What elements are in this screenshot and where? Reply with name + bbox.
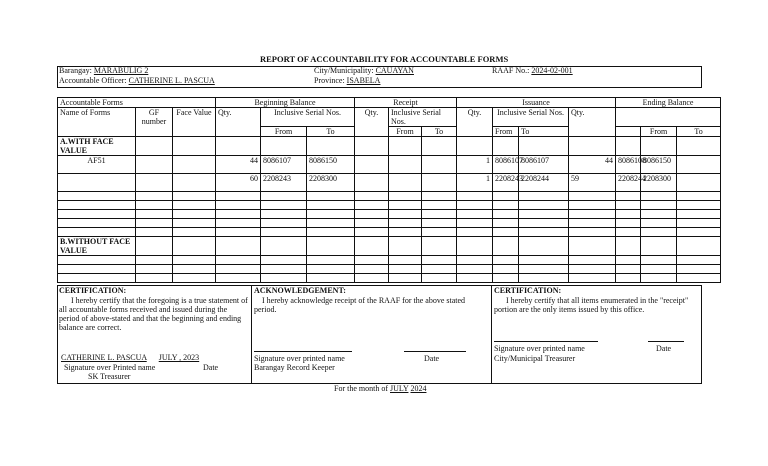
row-end-from: 2208244 (616, 174, 641, 192)
row-form-name (58, 174, 136, 192)
row-beg-to: 8086150 (307, 156, 355, 174)
col-iss-serial: Inclusive Serial Nos. (493, 108, 569, 127)
cert-right-heading: CERTIFICATION: (494, 286, 562, 295)
cert-left-date-label: Date (203, 363, 219, 372)
col-iss-qty2: Qty. (569, 108, 616, 137)
end-to-label: To (677, 127, 721, 137)
ack-date-line (404, 351, 466, 352)
table-row-empty (58, 219, 721, 228)
section-without-face-value: B.WITHOUT FACE VALUE (58, 237, 136, 256)
row-end-from: 8086108 (616, 156, 641, 174)
ack-position: Barangay Record Keeper (254, 363, 335, 372)
table-row-empty (58, 210, 721, 219)
col-beginning-balance: Beginning Balance (216, 98, 355, 108)
row-iss-to: 2208244 (519, 174, 569, 192)
row-iss-from: 2208243 (493, 174, 519, 192)
beg-to-label: To (307, 127, 355, 137)
row-iss-to: 8086107 (519, 156, 569, 174)
ack-sig-line (254, 351, 352, 352)
table-row-empty (58, 256, 721, 265)
city-row (314, 66, 414, 75)
rec-to-label: To (422, 127, 457, 137)
cert-left-position: SK Treasurer (88, 372, 131, 381)
cert-right-body: I hereby certify that all items enumerated in the "receipt" portion are the only items issued by this office. (494, 296, 689, 314)
footer-month (334, 384, 426, 393)
beg-from-label: From (261, 127, 307, 137)
cert-left-name (61, 353, 199, 362)
city-value: CAUAYAN (375, 66, 414, 75)
cert-left-heading: CERTIFICATION: (59, 286, 127, 295)
row-beg-to: 2208300 (307, 174, 355, 192)
table-row-empty (58, 192, 721, 201)
officer-value: CATHERINE L. PASCUA (128, 76, 215, 85)
col-issuance: Issuance (457, 98, 616, 108)
table-row-empty (58, 265, 721, 274)
rec-from-label: From (389, 127, 422, 137)
table-header-groups (58, 98, 721, 108)
city-label: City/Municipality: (314, 66, 374, 75)
table-row-empty (58, 274, 721, 283)
col-name-of-forms: Name of Forms (58, 108, 136, 137)
table-row (58, 156, 721, 174)
cert-right-date-label: Date (656, 344, 672, 353)
iss-from-label: From (493, 127, 519, 137)
province-value: ISABELA (346, 76, 381, 85)
col-iss-qty: Qty. (457, 108, 493, 137)
ack-date-label: Date (424, 354, 440, 363)
iss-to-label: To (519, 127, 569, 137)
row-iss-qty: 1 (457, 156, 493, 174)
signatory-name: CATHERINE L. PASCUA (61, 353, 147, 362)
row-end-qty: 59 (569, 174, 616, 192)
col-face-value: Face Value (173, 108, 216, 137)
divider-2 (491, 285, 492, 384)
row-form-name: AF51 (58, 156, 136, 174)
ack-body: I hereby acknowledge receipt of the RAAF for the above stated period. (254, 296, 466, 314)
row-end-to: 2208300 (641, 174, 677, 192)
raaf-value: 2024-02-001 (531, 66, 573, 75)
divider-1 (251, 285, 252, 384)
ack-heading: ACKNOWLEDGEMENT: (254, 286, 346, 295)
raaf-label: RAAF No.: (492, 66, 530, 75)
cert-right-position: City/Municipal Treasurer (494, 354, 576, 363)
cert-right-sig-label: Signature over printed name (494, 344, 585, 353)
province-row (314, 76, 380, 85)
row-iss-qty: 1 (457, 174, 493, 192)
province-label: Province: (314, 76, 345, 85)
officer-label: Accountable Officer: (59, 76, 127, 85)
end-qty-blank (616, 127, 641, 137)
col-receipt: Receipt (355, 98, 457, 108)
barangay-value: MARABULIG 2 (93, 66, 149, 75)
section-with-face-value: A.WITH FACE VALUE (58, 137, 136, 156)
table-row-empty (58, 228, 721, 237)
table-header-sub (58, 108, 721, 127)
cert-left-body: I hereby certify that the foregoing is a true statement of all accountable forms received and issued during the period of above-stated and that the beginning and ending balance are correct. (59, 296, 248, 332)
row-beg-qty: 60 (216, 174, 261, 192)
cert-right-date-line (648, 341, 684, 342)
cert-right-sig-line (494, 341, 598, 342)
accountability-table (57, 97, 721, 283)
table-row (58, 174, 721, 192)
col-accountable-forms: Accountable Forms (58, 98, 216, 108)
footer-month-value: JULY (390, 384, 409, 393)
section-row-b (58, 237, 721, 256)
table-row-empty (58, 201, 721, 210)
row-end-qty: 44 (569, 156, 616, 174)
col-end-blank (616, 108, 721, 127)
col-rec-qty: Qty. (355, 108, 389, 137)
section-row-a (58, 137, 721, 156)
row-beg-from: 2208243 (261, 174, 307, 192)
row-iss-from: 8086107 (493, 156, 519, 174)
col-beg-serial: Inclusive Serial Nos. (261, 108, 355, 127)
cert-left-sig-label: Signature over Printed name (64, 363, 156, 372)
report-title: REPORT OF ACCOUNTABILITY FOR ACCOUNTABLE FORMS (260, 54, 509, 64)
col-gf-number: GF number (136, 108, 173, 137)
col-beg-qty: Qty. (216, 108, 261, 137)
row-beg-from: 8086107 (261, 156, 307, 174)
barangay-label: Barangay: (59, 66, 92, 75)
col-ending-balance: Ending Balance (616, 98, 721, 108)
footer-prefix: For the month of (334, 384, 388, 393)
officer-row (59, 76, 215, 85)
signatory-date: JULY , 2023 (158, 353, 200, 362)
raaf-row (492, 66, 573, 75)
barangay-row (59, 66, 148, 75)
footer-year: 2024 (410, 384, 427, 393)
row-end-to: 8086150 (641, 156, 677, 174)
row-beg-qty: 44 (216, 156, 261, 174)
ack-sig-label: Signature over printed name (254, 354, 345, 363)
col-rec-serial: Inclusive Serial Nos. (389, 108, 457, 127)
end-from-label: From (641, 127, 677, 137)
